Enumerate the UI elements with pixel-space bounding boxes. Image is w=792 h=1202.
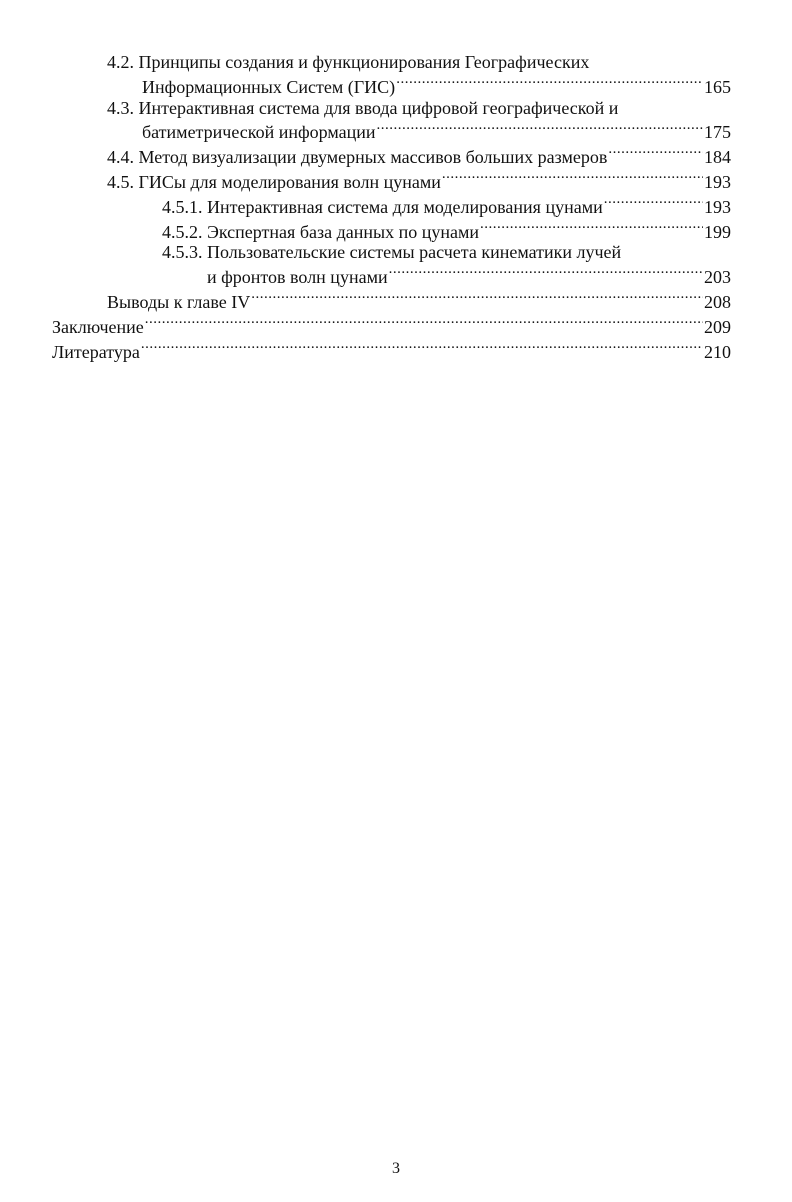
leader-dots [442,168,703,188]
toc-entry-title: Заключение [52,316,144,337]
toc-page-number: 175 [704,122,731,143]
leader-dots [608,143,703,163]
toc-entry-conclusions-chapter-4[interactable] [0,288,731,313]
leader-dots [396,73,703,93]
toc-entry-title: Интерактивная система для ввода цифровой географической и [138,97,619,118]
toc-entry-title-continuation: батиметрической информации [142,122,376,143]
toc-entry-4-5-1[interactable] [0,193,731,218]
toc-page-number: 210 [704,341,731,362]
toc-entry-title: Пользовательские системы расчета кинематики лучей [207,242,622,263]
toc-page-number: 193 [704,196,731,217]
page-number-footer: 3 [392,1160,400,1177]
toc-entry-4-5[interactable] [0,168,731,193]
leader-dots [251,288,703,308]
toc-entry-title: Литература [52,341,140,362]
leader-dots [141,338,703,358]
leader-dots [480,218,703,238]
toc-entry-4-2[interactable] [0,52,731,98]
toc-entry-number: 4.3. [107,97,134,118]
toc-page-number: 193 [704,171,731,192]
toc-page-number: 203 [704,267,731,288]
toc-entry-title: Экспертная база данных по цунами [207,221,479,242]
toc-entry-4-3[interactable] [0,98,731,144]
leader-dots [604,193,703,213]
toc-entry-title-continuation: и фронтов волн цунами [207,267,388,288]
toc-page-number: 208 [704,291,731,312]
toc-entry-title: Интерактивная система для моделирования цунами [207,196,603,217]
toc-entry-number: 4.5.3. [162,242,203,263]
toc-entry-number: 4.5. [107,171,134,192]
toc-entry-title: Метод визуализации двумерных массивов больших размеров [138,147,608,168]
toc-entry-title: ГИСы для моделирования волн цунами [138,171,441,192]
toc-entry-4-5-3[interactable] [0,242,731,288]
toc-entry-title: Выводы к главе IV [107,291,251,312]
toc-entry-title-continuation: Информационных Систем (ГИС) [142,76,396,97]
toc-entry-4-4[interactable] [0,143,731,168]
toc-page-number: 199 [704,221,731,242]
toc-page-number: 209 [704,316,731,337]
leader-dots [389,263,703,283]
toc-entry-4-5-2[interactable] [0,218,731,243]
toc-entry-conclusion[interactable] [0,313,731,338]
toc-entry-number: 4.5.2. [162,221,203,242]
toc-page-number: 184 [704,147,731,168]
toc-entry-references[interactable] [0,338,731,363]
toc-entry-number: 4.5.1. [162,196,203,217]
toc-entry-title: Принципы создания и функционирования Географических [138,52,590,72]
toc-page-number: 165 [704,76,731,97]
leader-dots [377,118,703,138]
toc-entry-number: 4.2. [107,52,134,72]
table-of-contents [0,52,792,362]
leader-dots [145,313,703,333]
toc-entry-number: 4.4. [107,147,134,168]
